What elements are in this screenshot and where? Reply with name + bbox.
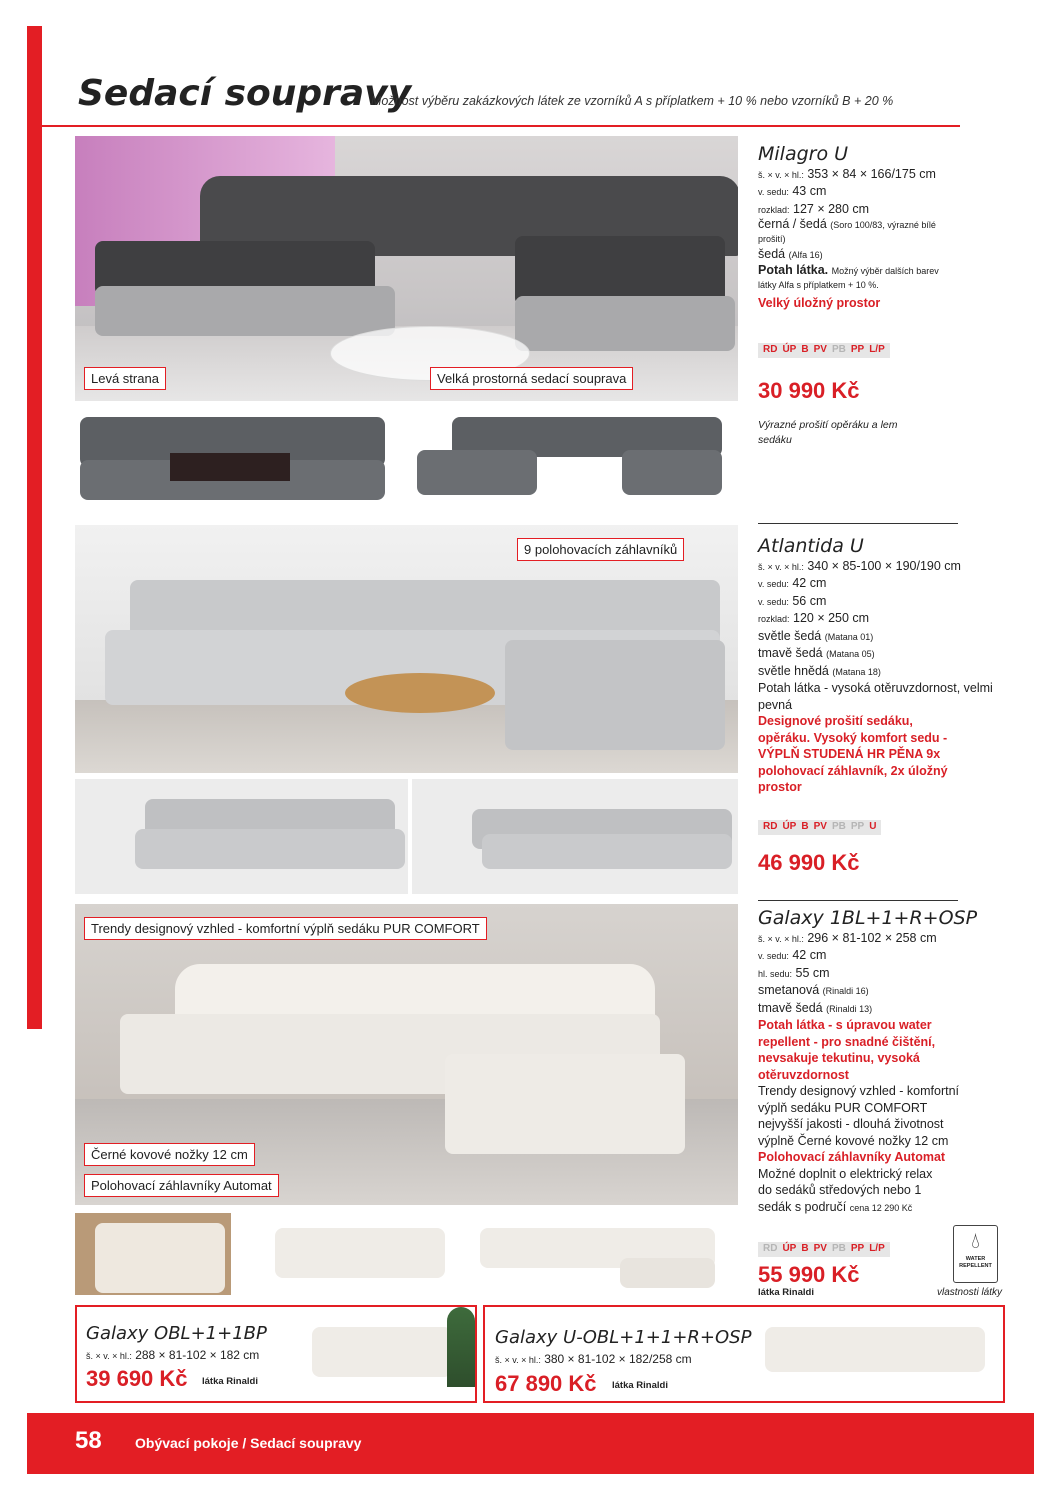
dims-value: 353 × 84 × 166/175 cm (807, 166, 936, 181)
atlantida-codes (758, 820, 881, 835)
color-value: světle šedá (758, 628, 822, 643)
color-note: (Soro 100/83, výrazné bílé prošití) (758, 220, 936, 244)
product-name: Galaxy OBL+1+1BP (86, 1323, 267, 1344)
milagro-spec (758, 143, 958, 311)
fabric: látka Rinaldi (202, 1376, 258, 1387)
product-name: Galaxy U-OBL+1+1+R+OSP (495, 1327, 752, 1348)
seat-label: v. sedu: (758, 951, 789, 961)
bed-label: rozklad: (758, 204, 790, 215)
page-number: 58 (75, 1427, 102, 1454)
depth-label: hl. sedu: (758, 968, 793, 979)
dims-label: š. × v. × hl.: (758, 169, 804, 180)
color-note: (Alfa 16) (788, 250, 823, 260)
seat-value: 56 cm (792, 593, 827, 608)
dims-value: 380 × 81-102 × 182/258 cm (544, 1352, 692, 1366)
seat-label: v. sedu: (758, 596, 789, 607)
label-headrests: 9 polohovacích záhlavníků (517, 538, 684, 561)
property-code: B (801, 821, 809, 832)
atlantida-spec (758, 535, 1008, 796)
sofa-shape-seat (135, 829, 405, 869)
property-code: B (801, 344, 809, 355)
property-code: PB (831, 1243, 846, 1254)
dims-value: 288 × 81-102 × 182 cm (135, 1348, 260, 1362)
property-code: RD (763, 344, 778, 355)
color-note: (Matana 05) (826, 649, 875, 659)
recline-text: Polohovací záhlavníky Automat (758, 1150, 946, 1164)
property-code: U (869, 821, 877, 832)
water-repellent-badge (953, 1225, 998, 1283)
milagro-photo-right (412, 405, 732, 510)
seat-label: v. sedu: (758, 187, 789, 197)
cushion (95, 1223, 225, 1293)
sofa-chaise (505, 640, 725, 750)
coffee-table (345, 673, 495, 713)
milagro-price: 30 990 Kč (758, 378, 860, 403)
galaxy-photo-detail (75, 1213, 231, 1295)
product-name: Milagro U (758, 143, 849, 165)
galaxy-fabric: látka Rinaldi (758, 1287, 814, 1298)
seat-value: 43 cm (792, 184, 827, 198)
milagro-codes (758, 343, 890, 358)
feature-text: Velký úložný prostor (758, 295, 881, 310)
sofa-chaise (445, 1054, 685, 1154)
sofa-shape-chaise (417, 450, 537, 495)
dims-label: š. × v. × hl.: (758, 561, 804, 572)
sofa-image (312, 1327, 452, 1377)
plant (447, 1307, 475, 1387)
extra-text: Možné doplnit o elektrický relax do sedáků středových nebo 1 sedák s područí (758, 1166, 933, 1214)
product-name: Atlantida U (758, 535, 864, 557)
fabric-note: Možný výběr dalších barev látky Alfa s příplatkem + 10 %. (758, 265, 939, 290)
atlantida-photo-right (412, 779, 738, 894)
header-rule (42, 125, 960, 127)
property-code: PP (850, 821, 865, 832)
product-name: Galaxy 1BL+1+R+OSP (758, 907, 978, 929)
property-code: ÚP (782, 1243, 797, 1254)
property-code: ÚP (782, 821, 797, 832)
label-recline: Polohovací záhlavníky Automat (84, 1174, 279, 1197)
sofa-shape (275, 1228, 445, 1278)
bed-label: rozklad: (758, 614, 790, 624)
color-note: (Matana 01) (824, 631, 874, 642)
galaxy-photo-2 (255, 1213, 455, 1295)
feature-text: Designové prošití sedáku, opěráku. Vysoký komfort sedu - VÝPLŇ STUDENÁ HR PĚNA 9x polohovací záhlavník, 2x úložný prostor (758, 714, 948, 794)
dims-label: š. × v. × hl.: (495, 1355, 541, 1365)
dims-value: 340 × 85-100 × 190/190 cm (807, 558, 961, 573)
color-note: (Rinaldi 16) (822, 986, 869, 996)
seat-value: 42 cm (792, 576, 827, 590)
extra-price: cena 12 290 Kč (849, 1202, 913, 1213)
sofa-shape-seat (482, 834, 732, 869)
storage-open (170, 453, 290, 481)
fabric-text: Potah látka - s úpravou water repellent - pro snadné čištění, nevsakuje tekutinu, vysoká otěruvzdornost (758, 1018, 936, 1082)
property-code: PV (813, 344, 827, 355)
price: 67 890 Kč (495, 1371, 597, 1396)
label-trendy: Trendy designový vzhled - komfortní výplň sedáku PUR COMFORT (84, 917, 487, 940)
bottom-box-1 (75, 1305, 477, 1403)
atlantida-price: 46 990 Kč (758, 850, 860, 875)
color-value: světle hnědá (758, 663, 829, 678)
property-code: PB (831, 344, 846, 355)
design-text: Trendy designový vzhled - komfortní výplň sedáku PUR COMFORT nejvyšší jakosti - dlouhá životnost výplně Černé kovové nožky 12 cm (758, 1084, 960, 1148)
galaxy-price: 55 990 Kč (758, 1262, 860, 1287)
sofa-shape-chaise (620, 1258, 715, 1288)
badge-text: WATER REPELLENT (959, 1256, 992, 1269)
color-note: (Rinaldi 13) (826, 1003, 873, 1014)
sofa-shape-chaise (622, 450, 722, 495)
property-code: B (801, 1243, 809, 1254)
section-name: Obývací pokoje / Sedací soupravy (135, 1435, 362, 1451)
property-code: PV (813, 821, 827, 832)
separator (758, 900, 958, 901)
label-left-side: Levá strana (84, 367, 166, 390)
dims (86, 1348, 259, 1362)
milagro-photo-main (75, 136, 738, 401)
dims-label: š. × v. × hl.: (86, 1351, 132, 1361)
footer-bar (27, 1413, 1034, 1474)
property-code: RD (763, 821, 778, 832)
seat-label: v. sedu: (758, 579, 789, 589)
dims-label: š. × v. × hl.: (758, 933, 804, 944)
water-drop-icon: 💧︎ (971, 1228, 980, 1253)
label-legs: Černé kovové nožky 12 cm (84, 1143, 255, 1166)
left-accent-bar (27, 26, 42, 1029)
sofa-base-right (515, 296, 735, 351)
property-code: ÚP (782, 344, 797, 355)
color-value: šedá (758, 247, 786, 261)
dims (495, 1352, 692, 1366)
property-code: RD (763, 1243, 778, 1254)
galaxy-photo-3 (470, 1213, 730, 1295)
atlantida-photo-left (75, 779, 408, 894)
fabric-value: Potah látka. (758, 262, 829, 277)
label-large-sofa: Velká prostorná sedací souprava (430, 367, 633, 390)
sofa-image (765, 1327, 985, 1372)
bed-value: 120 × 250 cm (793, 611, 870, 625)
property-code: PP (850, 1243, 865, 1254)
bed-value: 127 × 280 cm (793, 201, 870, 216)
fabric-text: Potah látka - vysoká otěruvzdornost, velmi pevná (758, 681, 993, 712)
price: 39 690 Kč (86, 1366, 188, 1391)
property-code: PP (850, 344, 865, 355)
page-subtitle: Možnost výběru zakázkových látek ze vzorníků A s příplatkem + 10 % nebo vzorníků B + 20 % (371, 94, 894, 108)
sofa-base-left (95, 286, 395, 336)
color-value: černá / šedá (758, 217, 827, 231)
color-value: tmavě šedá (758, 1000, 823, 1015)
fabric: látka Rinaldi (612, 1380, 668, 1391)
property-code: L/P (869, 344, 885, 355)
separator (758, 523, 958, 524)
color-value: smetanová (758, 983, 820, 997)
property-code: PB (831, 821, 846, 832)
depth-value: 55 cm (795, 965, 830, 980)
milagro-note: Výrazné prošití opěráku a lem sedáku (758, 419, 898, 446)
property-code: PV (813, 1243, 827, 1254)
dims-value: 296 × 81-102 × 258 cm (807, 930, 937, 945)
color-note: (Matana 18) (832, 666, 881, 677)
bottom-box-2 (483, 1305, 1005, 1403)
page-title: Sedací soupravy (78, 73, 412, 114)
badge-caption: vlastnosti látky (937, 1287, 1003, 1298)
galaxy-codes (758, 1242, 890, 1257)
color-value: tmavě šedá (758, 646, 823, 660)
atlantida-photo-main (75, 525, 738, 773)
property-code: L/P (869, 1243, 885, 1254)
seat-value: 42 cm (792, 948, 827, 962)
milagro-photo-left (75, 405, 395, 510)
galaxy-spec (758, 907, 1008, 1216)
